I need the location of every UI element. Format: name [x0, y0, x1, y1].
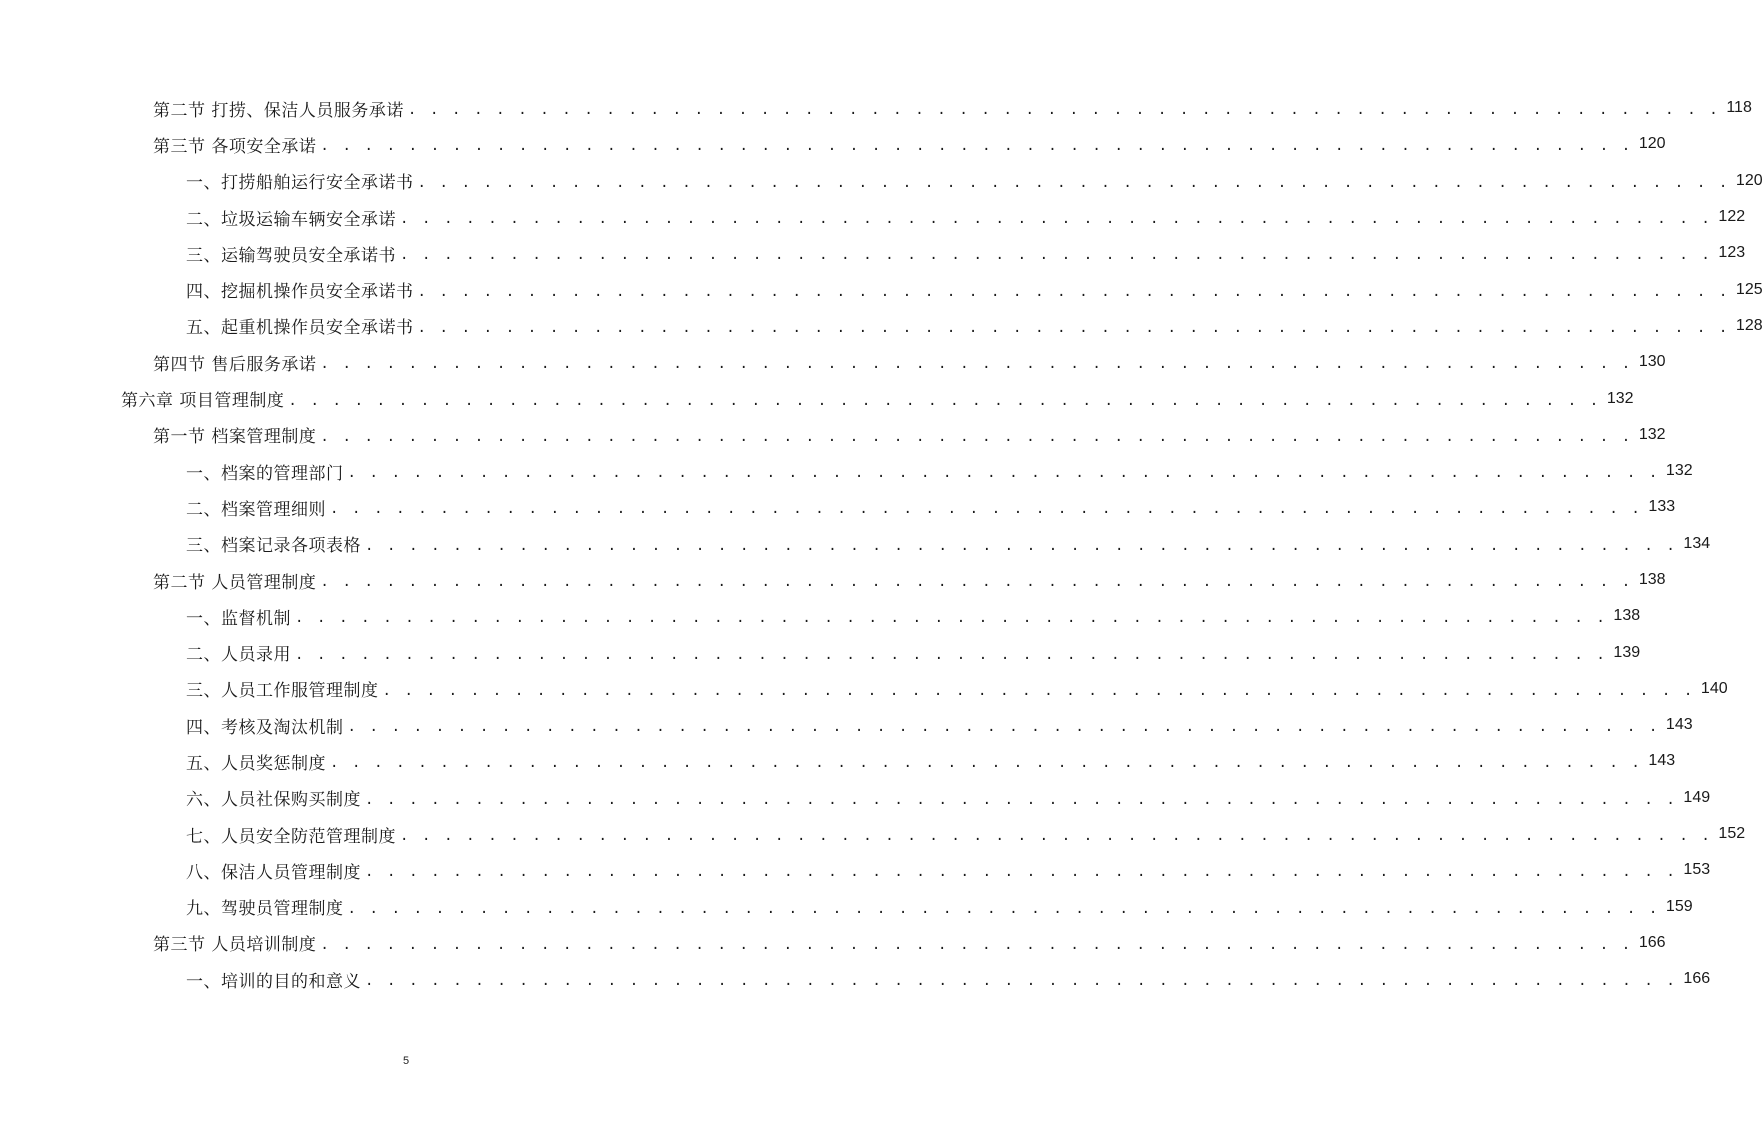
toc-entry-title: 九、驾驶员管理制度 — [186, 899, 344, 920]
toc-dot-leader: . . . . . . . . . . . . . . . . . . . . . . . . . . . . . . . . . . . . . . . . . . . . . . . . . . . . . . . . . . . . — [295, 646, 1608, 663]
toc-entry[interactable] — [0, 671, 1728, 707]
toc-dot-leader: . . . . . . . . . . . . . . . . . . . . . . . . . . . . . . . . . . . . . . . . . . . . . . . . . . . . . . . . . . . . — [320, 574, 1633, 590]
toc-entry-title: 二、档案管理细则 — [186, 499, 326, 520]
toc-dot-leader: . . . . . . . . . . . . . . . . . . . . . . . . . . . . . . . . . . . . . . . . . . . . . . . . . . . . . . . . . . . . — [347, 900, 1660, 917]
toc-entry[interactable] — [0, 417, 1666, 453]
toc-dot-leader: . . . . . . . . . . . . . . . . . . . . . . . . . . . . . . . . . . . . . . . . . . . . . . . . . . . . . . . . . . . . — [417, 319, 1730, 336]
toc-entry[interactable] — [0, 634, 1641, 670]
toc-dot-leader: . . . . . . . . . . . . . . . . . . . . . . . . . . . . . . . . . . . . . . . . . . . . . . . . . . . . . . . . . . . . — [347, 465, 1660, 482]
toc-entry-page: 152 — [1718, 825, 1746, 843]
toc-entry-title: 第二节 打捞、保洁人员服务承诺 — [153, 100, 404, 121]
toc-entry-title: 第四节 售后服务承诺 — [153, 354, 317, 375]
toc-dot-leader: . . . . . . . . . . . . . . . . . . . . . . . . . . . . . . . . . . . . . . . . . . . . . . . . . . . . . . . . . . . . — [400, 828, 1713, 845]
toc-entry[interactable] — [0, 889, 1693, 925]
toc-dot-leader: . . . . . . . . . . . . . . . . . . . . . . . . . . . . . . . . . . . . . . . . . . . . . . . . . . . . . . . . . . . . — [417, 174, 1730, 191]
toc-dot-leader: . . . . . . . . . . . . . . . . . . . . . . . . . . . . . . . . . . . . . . . . . . . . . . . . . . . . . . . . . . . . — [400, 211, 1713, 228]
toc-dot-leader: . . . . . . . . . . . . . . . . . . . . . . . . . . . . . . . . . . . . . . . . . . . . . . . . . . . . . . . . . . . . — [320, 138, 1633, 155]
toc-entry-title: 第三节 各项安全承诺 — [153, 136, 317, 157]
toc-entry[interactable] — [0, 707, 1693, 743]
toc-entry-title: 二、垃圾运输车辆安全承诺 — [186, 209, 396, 230]
toc-dot-leader: . . . . . . . . . . . . . . . . . . . . . . . . . . . . . . . . . . . . . . . . . . . . . . . . . . . . . . . . . . . . — [320, 936, 1633, 953]
toc-entry[interactable] — [0, 489, 1676, 525]
toc-entry-title: 第二节 人员管理制度 — [153, 572, 317, 593]
toc-entry-page: 143 — [1665, 716, 1693, 734]
toc-dot-leader: . . . . . . . . . . . . . . . . . . . . . . . . . . . . . . . . . . . . . . . . . . . . . . . . . . . . . . . . . . . . — [400, 247, 1713, 264]
toc-entry-page: 122 — [1718, 208, 1746, 226]
toc-entry[interactable] — [0, 235, 1746, 271]
toc-entry[interactable] — [0, 271, 1763, 307]
toc-entry-title: 五、起重机操作员安全承诺书 — [186, 318, 414, 339]
toc-dot-leader: . . . . . . . . . . . . . . . . . . . . . . . . . . . . . . . . . . . . . . . . . . . . . . . . . . . . . . . . . . . . — [365, 791, 1678, 808]
toc-entry-title: 第六章 项目管理制度 — [121, 391, 285, 412]
toc-dot-leader: . . . . . . . . . . . . . . . . . . . . . . . . . . . . . . . . . . . . . . . . . . . . . . . . . . . . . . . . . . . . — [365, 864, 1678, 881]
toc-dot-leader: . . . . . . . . . . . . . . . . . . . . . . . . . . . . . . . . . . . . . . . . . . . . . . . . . . . . . . . . . . . . — [365, 537, 1678, 554]
toc-entry-title: 第三节 人员培训制度 — [153, 935, 317, 956]
toc-entry-title: 四、考核及淘汰机制 — [186, 717, 344, 738]
toc-dot-leader: . . . . . . . . . . . . . . . . . . . . . . . . . . . . . . . . . . . . . . . . . . . . . . . . . . . . . . . . . . . . — [347, 719, 1660, 736]
toc-entry-page: 149 — [1683, 788, 1711, 806]
toc-entry-page: 128 — [1735, 316, 1763, 334]
toc-entry-page: 153 — [1683, 861, 1711, 879]
toc-entry[interactable] — [0, 199, 1746, 235]
toc-dot-leader: . . . . . . . . . . . . . . . . . . . . . . . . . . . . . . . . . . . . . . . . . . . . . . . . . . . . . . . . . . . . — [288, 392, 1601, 409]
toc-dot-leader: . . . . . . . . . . . . . . . . . . . . . . . . . . . . . . . . . . . . . . . . . . . . . . . . . . . . . . . . . . . . — [365, 973, 1678, 990]
toc-entry-page: 120 — [1638, 135, 1666, 153]
toc-dot-leader: . . . . . . . . . . . . . . . . . . . . . . . . . . . . . . . . . . . . . . . . . . . . . . . . . . . . . . . . . . . . — [295, 610, 1608, 627]
toc-entry-page: 130 — [1638, 353, 1666, 371]
toc-entry-page: 132 — [1665, 462, 1693, 480]
toc-dot-leader: . . . . . . . . . . . . . . . . . . . . . . . . . . . . . . . . . . . . . . . . . . . . . . . . . . . . . . . . . . . . — [320, 428, 1633, 445]
toc-entry-title: 三、运输驾驶员安全承诺书 — [186, 245, 396, 266]
toc-entry-page: 166 — [1638, 933, 1666, 951]
toc-entry-title: 四、挖掘机操作员安全承诺书 — [186, 282, 414, 303]
toc-entry-title: 三、档案记录各项表格 — [186, 536, 361, 557]
toc-entry[interactable] — [0, 90, 1752, 126]
toc-entry-title: 三、人员工作服管理制度 — [186, 681, 379, 702]
toc-dot-leader: . . . . . . . . . . . . . . . . . . . . . . . . . . . . . . . . . . . . . . . . . . . . . . . . . . . . . . . . . . . . — [417, 283, 1730, 300]
toc-entry-page: 123 — [1718, 244, 1746, 262]
toc-entry[interactable] — [0, 743, 1676, 779]
toc-entry-page: 120 — [1735, 171, 1763, 189]
toc-entry-page: 132 — [1606, 389, 1634, 407]
toc-entry[interactable] — [0, 562, 1666, 598]
toc-entry-page: 166 — [1683, 970, 1711, 988]
toc-entry-title: 一、打捞船舶运行安全承诺书 — [186, 173, 414, 194]
toc-entry[interactable] — [0, 925, 1666, 961]
toc-entry[interactable] — [0, 453, 1693, 489]
toc-entry[interactable] — [0, 852, 1711, 888]
toc-entry-page: 140 — [1700, 679, 1728, 697]
toc-entry[interactable] — [0, 961, 1711, 997]
toc-entry-title: 二、人员录用 — [186, 645, 291, 666]
toc-dot-leader: . . . . . . . . . . . . . . . . . . . . . . . . . . . . . . . . . . . . . . . . . . . . . . . . . . . . . . . . . . . . — [320, 356, 1633, 373]
toc-entry-title: 第一节 档案管理制度 — [153, 427, 317, 448]
toc-dot-leader: . . . . . . . . . . . . . . . . . . . . . . . . . . . . . . . . . . . . . . . . . . . . . . . . . . . . . . . . . . . . — [330, 755, 1643, 772]
toc-entry-page: 132 — [1638, 425, 1666, 443]
toc-entry-page: 118 — [1726, 99, 1752, 117]
toc-entry-title: 八、保洁人员管理制度 — [186, 862, 361, 883]
toc-entry[interactable] — [0, 598, 1641, 634]
toc-entry-title: 五、人员奖惩制度 — [186, 753, 326, 774]
toc-entry-page: 133 — [1648, 498, 1676, 516]
toc-entry-title: 七、人员安全防范管理制度 — [186, 826, 396, 847]
toc-entry[interactable] — [0, 308, 1763, 344]
toc-entry-page: 125 — [1735, 280, 1763, 298]
toc-entry-page: 143 — [1648, 752, 1676, 770]
toc-entry-page: 138 — [1638, 571, 1666, 588]
toc-entry[interactable] — [0, 344, 1666, 380]
toc-dot-leader: . . . . . . . . . . . . . . . . . . . . . . . . . . . . . . . . . . . . . . . . . . . . . . . . . . . . . . . . . . . . — [330, 501, 1643, 518]
toc-entry[interactable] — [0, 526, 1711, 562]
toc-entry-title: 一、培训的目的和意义 — [186, 971, 361, 992]
toc-entry-title: 一、监督机制 — [186, 608, 291, 629]
page-number: 5 — [402, 1055, 410, 1067]
toc-entry[interactable] — [0, 126, 1666, 162]
toc-entry[interactable] — [0, 163, 1763, 199]
toc-entry[interactable] — [0, 380, 1634, 416]
toc-entry-page: 139 — [1613, 643, 1641, 661]
toc-dot-leader: . . . . . . . . . . . . . . . . . . . . . . . . . . . . . . . . . . . . . . . . . . . . . . . . . . . . . . . . . . . . — [382, 682, 1695, 699]
toc-dot-leader: . . . . . . . . . . . . . . . . . . . . . . . . . . . . . . . . . . . . . . . . . . . . . . . . . . . . . . . . . . . . — [407, 102, 1721, 119]
toc-entry-title: 六、人员社保购买制度 — [186, 790, 361, 811]
toc-entry[interactable] — [0, 816, 1746, 852]
toc-entry[interactable] — [0, 780, 1711, 816]
toc-entry-page: 138 — [1613, 607, 1641, 625]
table-of-contents — [0, 90, 1763, 997]
toc-entry-title: 一、档案的管理部门 — [186, 463, 344, 484]
toc-entry-page: 159 — [1665, 897, 1693, 915]
toc-entry-page: 134 — [1683, 534, 1711, 552]
